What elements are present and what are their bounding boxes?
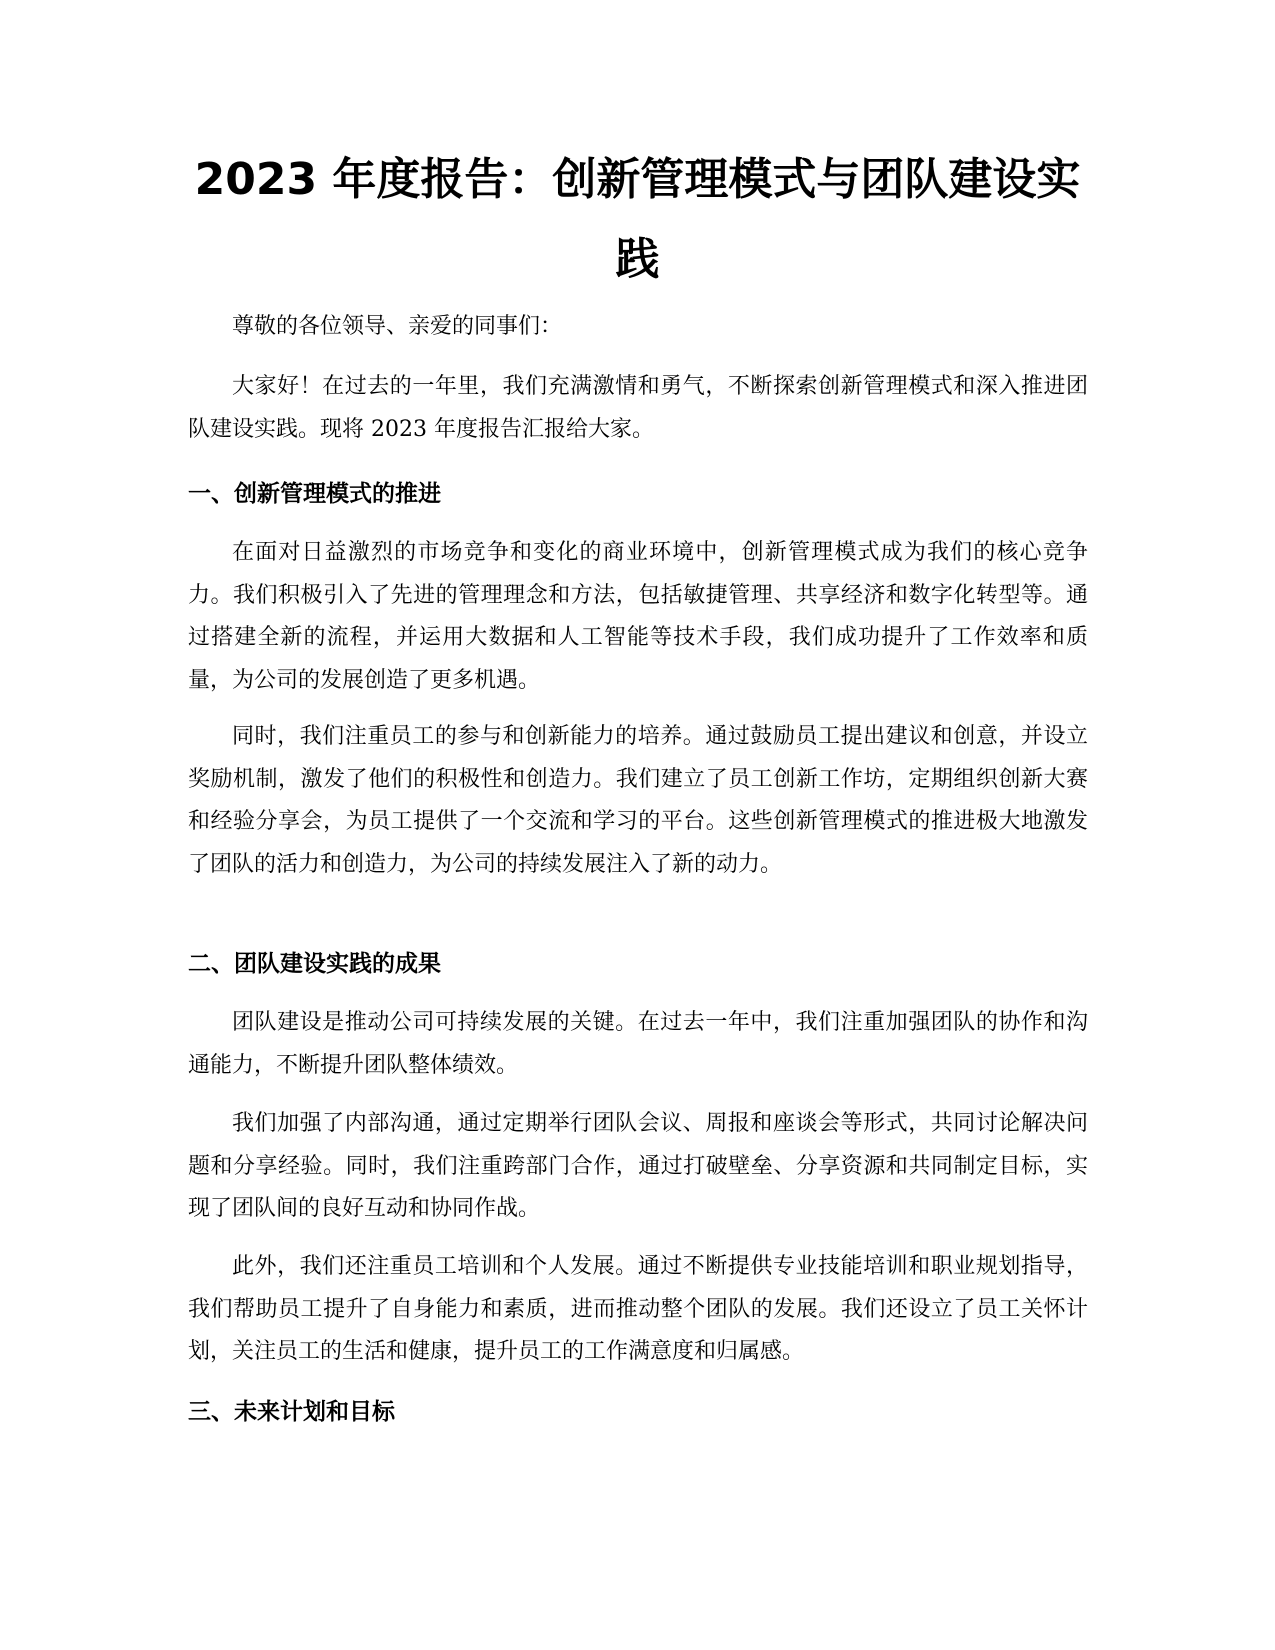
section-heading-3: 三、未来计划和目标	[188, 1399, 395, 1425]
section-1-paragraph-2: 同时，我们注重员工的参与和创新能力的培养。通过鼓励员工提出建议和创意，并设立奖励机制，激发了他们的积极性和创造力。我们建立了员工创新工作坊，定期组织创新大赛和经验分享会，为员工提供了一个交流和学习的平台。这些创新管理模式的推进极大地激发了团队的活力和创造力，为公司的持续发展注入了新的动力。	[188, 724, 1088, 877]
section-heading-1: 一、创新管理模式的推进	[188, 481, 441, 507]
section-2-paragraph-2: 我们加强了内部沟通，通过定期举行团队会议、周报和座谈会等形式，共同讨论解决问题和分享经验。同时，我们注重跨部门合作，通过打破壁垒、分享资源和共同制定目标，实现了团队间的良好互动和协同作战。	[188, 1111, 1088, 1221]
section-heading-2: 二、团队建设实践的成果	[188, 951, 441, 977]
intro-paragraph: 大家好！在过去的一年里，我们充满激情和勇气，不断探索创新管理模式和深入推进团队建设实践。现将 2023 年度报告汇报给大家。	[188, 374, 1088, 442]
section-1-paragraph-1: 在面对日益激烈的市场竞争和变化的商业环境中，创新管理模式成为我们的核心竞争力。我们积极引入了先进的管理理念和方法，包括敏捷管理、共享经济和数字化转型等。通过搭建全新的流程，并运用大数据和人工智能等技术手段，我们成功提升了工作效率和质量，为公司的发展创造了更多机遇。	[188, 540, 1088, 693]
document-title: 2023 年度报告：创新管理模式与团队建设实践	[194, 154, 1081, 285]
section-2-paragraph-3: 此外，我们还注重员工培训和个人发展。通过不断提供专业技能培训和职业规划指导，我们帮助员工提升了自身能力和素质，进而推动整个团队的发展。我们还设立了员工关怀计划，关注员工的生活和健康，提升员工的工作满意度和归属感。	[188, 1254, 1088, 1364]
section-2-paragraph-1: 团队建设是推动公司可持续发展的关键。在过去一年中，我们注重加强团队的协作和沟通能力，不断提升团队整体绩效。	[188, 1010, 1088, 1078]
salutation: 尊敬的各位领导、亲爱的同事们：	[232, 314, 563, 339]
